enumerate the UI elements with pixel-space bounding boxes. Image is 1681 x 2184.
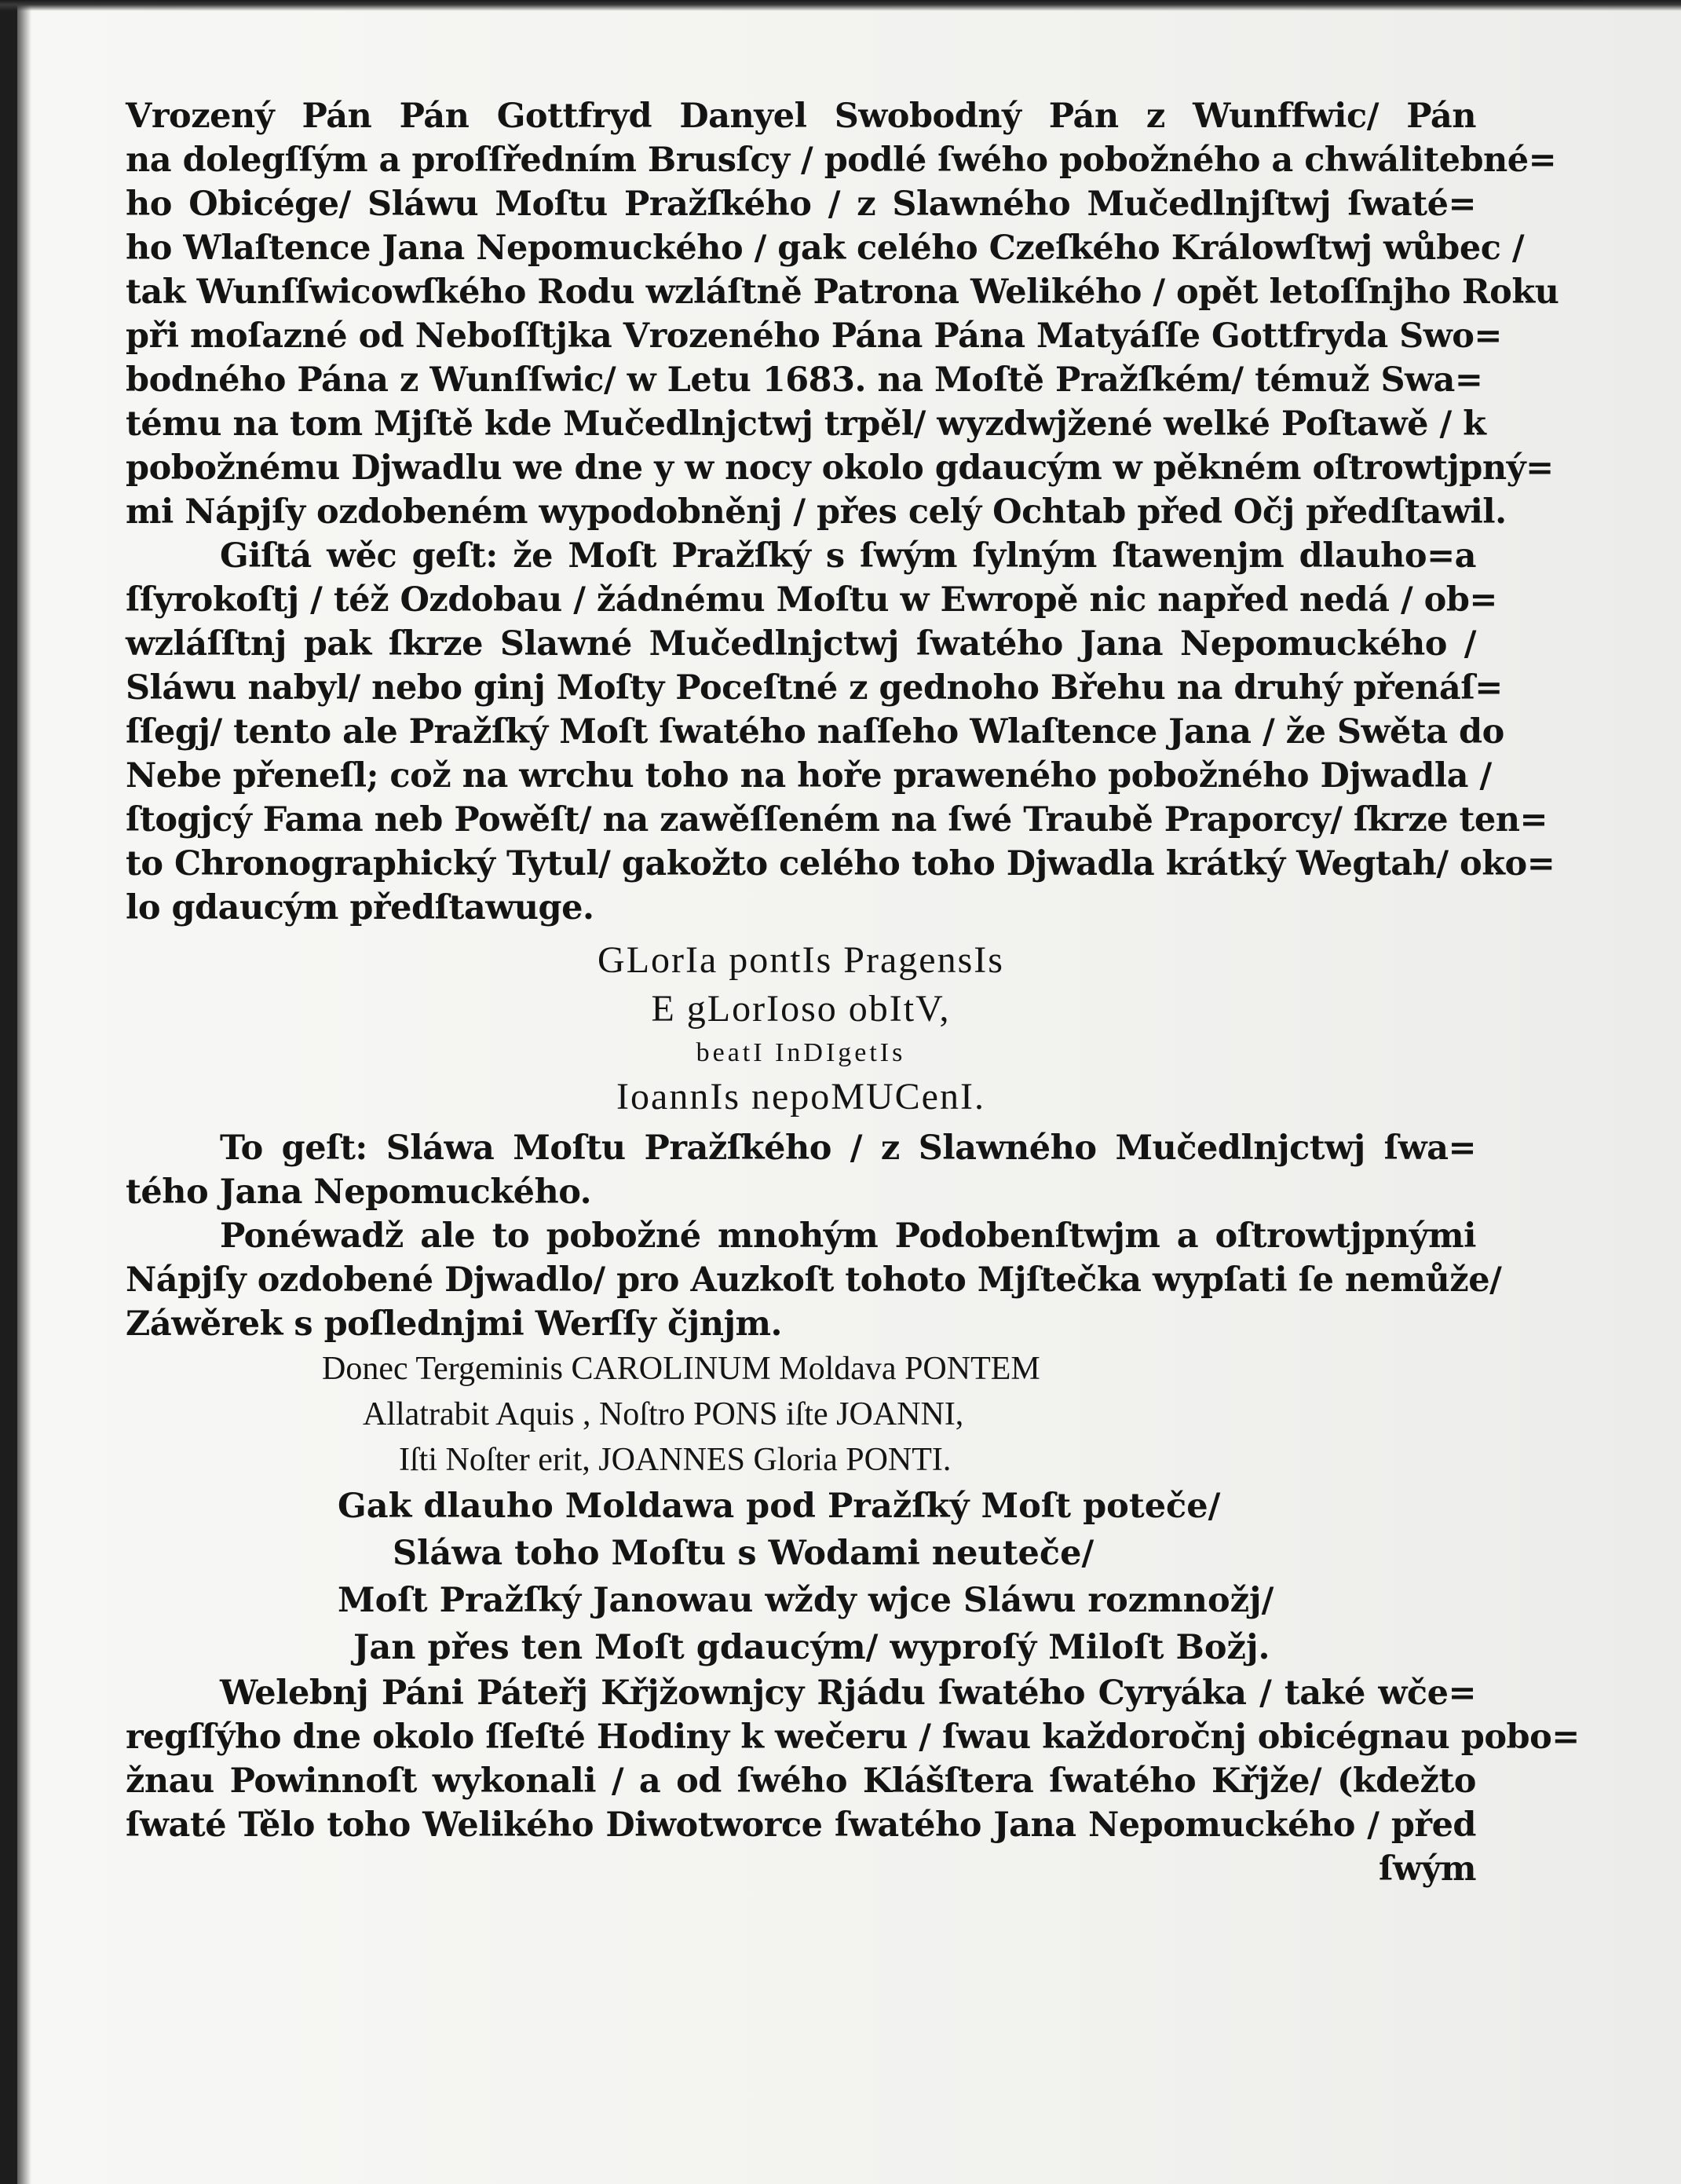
verse-line: Iſti Noſter erit, JOANNES Gloria PONTI.	[399, 1442, 952, 1478]
paragraph-3	[126, 1126, 1476, 1214]
paragraph-4	[126, 1214, 1502, 1346]
text-line: bodného Pána z Wunſſwic/ w Letu 1683. na Moſtě Pražſkém/ témuž Swa=	[126, 360, 1483, 400]
text-line: ho Obicége/ Sláwu Moſtu Pražſkého / z Slawného Mučedlnjſtwj ſwaté=	[126, 185, 1476, 224]
verse-line: Moſt Pražſký Janowau wždy wjce Sláwu rozmnožj/	[338, 1581, 1274, 1620]
verse-line: Donec Tergeminis CAROLINUM Moldava PONTEM	[322, 1351, 1040, 1387]
text-line: ſwaté Tělo toho Welikého Diwotworce ſwatého Jana Nepomuckého / před	[126, 1805, 1476, 1845]
document-body	[126, 94, 1580, 1891]
paragraph-2	[126, 534, 1555, 930]
czech-verses	[126, 1483, 1476, 1671]
text-line: Nebe přeneſl; což na wrchu toho na hoře praweného pobožného Djwadla /	[126, 756, 1492, 796]
text-line: Vrozený Pán Pán Gottfryd Danyel Swobodný Pán z Wunffwic/ Pán	[126, 97, 1476, 136]
top-scan-edge	[0, 0, 1681, 11]
text-line: regſſýho dne okolo ſſeſté Hodiny k wečeru / ſwau každoročnj obicégnau pobo=	[126, 1718, 1580, 1757]
text-line: Welebnj Páni Páteřj Křjžownjcy Rjádu ſwatého Cyryáka / také wče=	[220, 1674, 1476, 1713]
text-line: Giſtá wěc geſt: že Moſt Pražſký s ſwým ſylným ſtawenjm dlauho=a	[220, 536, 1476, 576]
text-line: wzláſſtnj pak ſkrze Slawné Mučedlnjctwj ſwatého Jana Nepomuckého /	[126, 624, 1476, 664]
chronogram-line: E gLorIoso obItV,	[651, 988, 951, 1030]
chronogram-line: GLorIa pontIs PragensIs	[597, 939, 1004, 981]
chronogram-title	[126, 936, 1476, 1121]
text-line: Záwěrek s poſlednjmi Werſſy čjnjm.	[126, 1304, 782, 1344]
verse-line: Allatrabit Aquis , Noſtro PONS iſte JOANNI,	[363, 1396, 964, 1432]
binding-edge	[0, 0, 17, 2184]
text-line: mi Nápjſy ozdobeném wypodobněnj / přes celý Ochtab před Očj předſtawil.	[126, 492, 1507, 532]
text-line: při moſazné od Neboſſtjka Vrozeného Pána Pána Matyáſſe Gottfryda Swo=	[126, 316, 1502, 356]
text-line: ſſyrokoſtj / též Ozdobau / žádnému Moſtu w Ewropě nic napřed nedá / ob=	[126, 580, 1497, 620]
catchword	[126, 1847, 1476, 1891]
text-line: ſtogjcý Fama neb Powěſt/ na zawěſſeném na ſwé Traubě Praporcy/ ſkrze ten=	[126, 800, 1548, 840]
text-line: Sláwu nabyl/ nebo ginj Moſty Poceſtné z gednoho Břehu na druhý přenáſ=	[126, 668, 1503, 708]
text-line: žnau Powinnoſt wykonali / a od ſwého Klášſtera ſwatého Křjže/ (kdežto	[126, 1761, 1476, 1801]
verse-line: Jan přes ten Moſt gdaucým/ wyproſý Miloſt Božj.	[353, 1628, 1270, 1667]
latin-verses	[126, 1346, 1476, 1483]
text-line: tému na tom Mjſtě kde Mučedlnjctwj trpěl/ wyzdwjžené welké Poſtawě / k	[126, 404, 1486, 444]
chronogram-line: IoannIs nepoMUCenI.	[616, 1076, 985, 1118]
text-line: ſſegj/ tento ale Pražſký Moſt ſwatého naſſeho Wlaſtence Jana / že Swěta do	[126, 712, 1504, 752]
text-line: Nápjſy ozdobené Djwadlo/ pro Auzkoſt tohoto Mjſtečka wypſati ſe nemůže/	[126, 1260, 1502, 1300]
text-line: to Chronographický Tytul/ gakožto celého toho Djwadla krátký Wegtah/ oko=	[126, 844, 1555, 883]
text-line: Ponéwadž ale to pobožné mnohým Podobenſtwjm a oſtrowtjpnými	[220, 1216, 1476, 1256]
catchword-text: ſwým	[1379, 1849, 1476, 1889]
paragraph-1	[126, 94, 1559, 534]
text-line: lo gdaucým předſtawuge.	[126, 888, 594, 927]
text-line: ho Wlaſtence Jana Nepomuckého / gak celého Czeſkého Králowſtwj wůbec /	[126, 229, 1525, 268]
paragraph-5	[126, 1671, 1580, 1847]
text-line: na dolegſſým a proſſředním Brusſcy / podlé ſwého pobožného a chwálitebné=	[126, 141, 1557, 180]
text-line: tak Wunſſwicowſkého Rodu wzláſtně Patrona Welikého / opět letoſſnjho Roku	[126, 273, 1559, 312]
text-line: To geſt: Sláwa Moſtu Pražſkého / z Slawného Mučedlnjctwj ſwa=	[220, 1129, 1476, 1168]
verse-line: Sláwa toho Moſtu s Wodami neuteče/	[393, 1534, 1094, 1573]
text-line: tého Jana Nepomuckého.	[126, 1172, 592, 1212]
verse-line: Gak dlauho Moldawa pod Pražſký Moſt poteče/	[338, 1487, 1221, 1526]
text-line: pobožnému Djwadlu we dne y w nocy okolo gdaucým w pěkném oſtrowtjpný=	[126, 448, 1554, 488]
chronogram-line: beatI InDIgetIs	[696, 1038, 906, 1067]
